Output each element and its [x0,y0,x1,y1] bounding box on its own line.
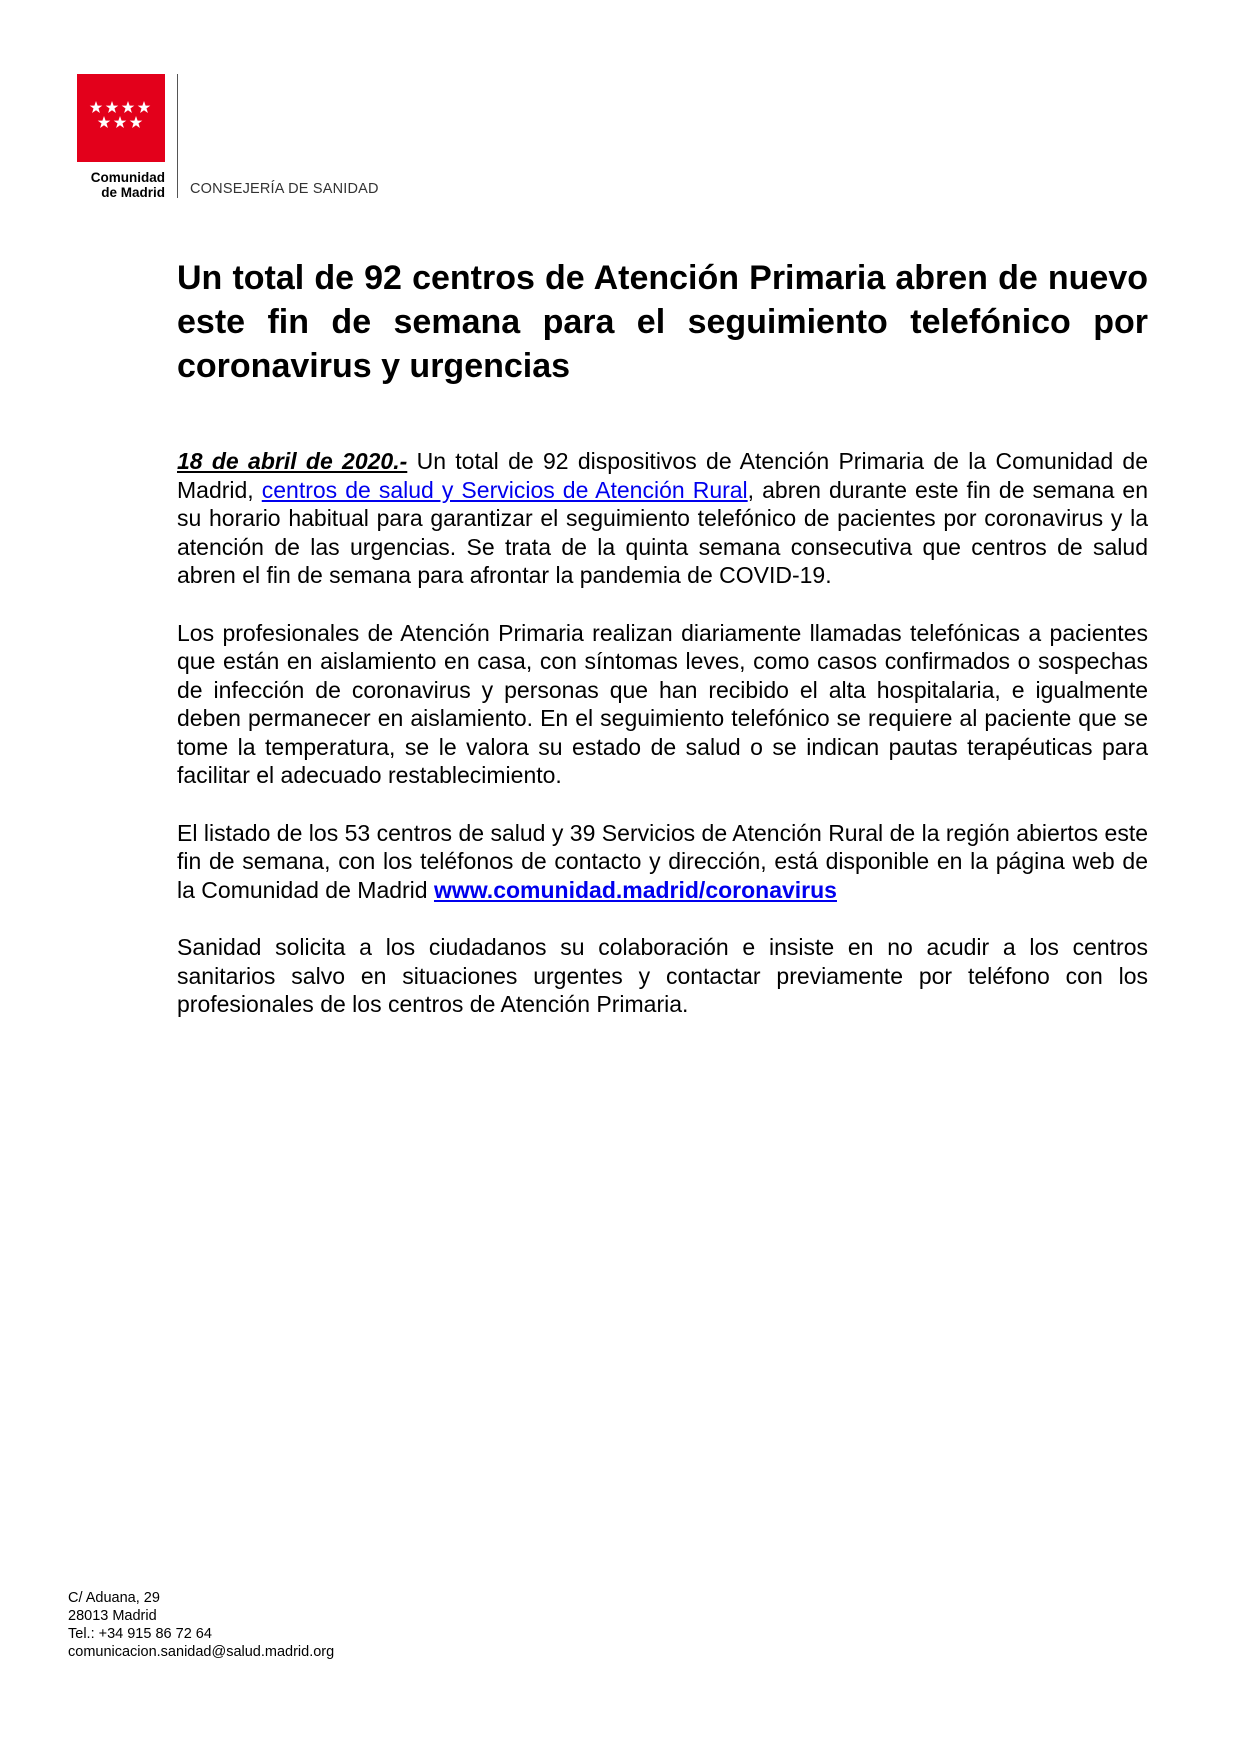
dateline: 18 de abril de 2020.- [177,448,408,474]
coronavirus-web-link[interactable]: www.comunidad.madrid/coronavirus [433,876,837,903]
comunidad-madrid-logo [77,74,165,200]
paragraph-1-text-b: , abren durante este fin de semana en su horario habitual para garantizar el seguimiento telefónico de pacientes por coronavirus y la atención de las urgencias. Se trata de la quinta semana consecutiva que centros de salud abren el fin de semana para afrontar la pandemia de COVID-19. [177,476,1148,588]
press-release-body [177,447,1148,1048]
press-release-headline: Un total de 92 centros de Atención Primaria abren de nuevo este fin de semana para el seguimiento telefónico por coronavirus y urgencias [177,259,1148,385]
logo-flag [77,74,165,162]
logo-line1: Comunidad [90,170,165,185]
paragraph-3-text: El listado de los 53 centros de salud y 39 Servicios de Atención Rural de la región abiertos este fin de semana, con los teléfonos de contacto y dirección, está disponible en la página web de la Comunidad de Madrid [177,819,1148,903]
paragraph-1-text-a: Un total de 92 dispositivos de Atención Primaria de la Comunidad de Madrid, [177,448,1148,503]
paragraph-1 [177,447,1148,590]
footer-city: 28013 Madrid [68,1608,157,1624]
header-divider [177,74,178,198]
logo-line2: de Madrid [101,185,165,200]
paragraph-4: Sanidad solicita a los ciudadanos su colaboración e insiste en no acudir a los centros sanitarios salvo en situaciones urgentes y contactar previamente por teléfono con los profesionales de los centros de Atención Primaria. [177,934,1148,1017]
paragraph-3 [177,819,1148,905]
footer-phone: Tel.: +34 915 86 72 64 [68,1626,212,1642]
footer-email: comunicacion.sanidad@salud.madrid.org [68,1644,335,1660]
paragraph-2: Los profesionales de Atención Primaria realizan diariamente llamadas telefónicas a pacientes que están en aislamiento en casa, con síntomas leves, como casos confirmados o sospechas de infección de coronavirus y personas que han recibido el alta hospitalaria, e igualmente deben permanecer en aislamiento. En el seguimiento telefónico se requiere al paciente que se tome la temperatura, se le valora su estado de salud o se indican pautas terapéuticas para facilitar el adecuado restablecimiento. [177,619,1148,788]
footer-address: C/ Aduana, 29 [68,1590,160,1606]
logo-stars-icon [77,74,165,162]
contact-footer [68,1589,334,1661]
centros-salud-link[interactable]: centros de salud y Servicios de Atención Rural [261,476,748,503]
logo-wordmark [77,170,165,200]
department-name: CONSEJERÍA DE SANIDAD [190,181,379,197]
